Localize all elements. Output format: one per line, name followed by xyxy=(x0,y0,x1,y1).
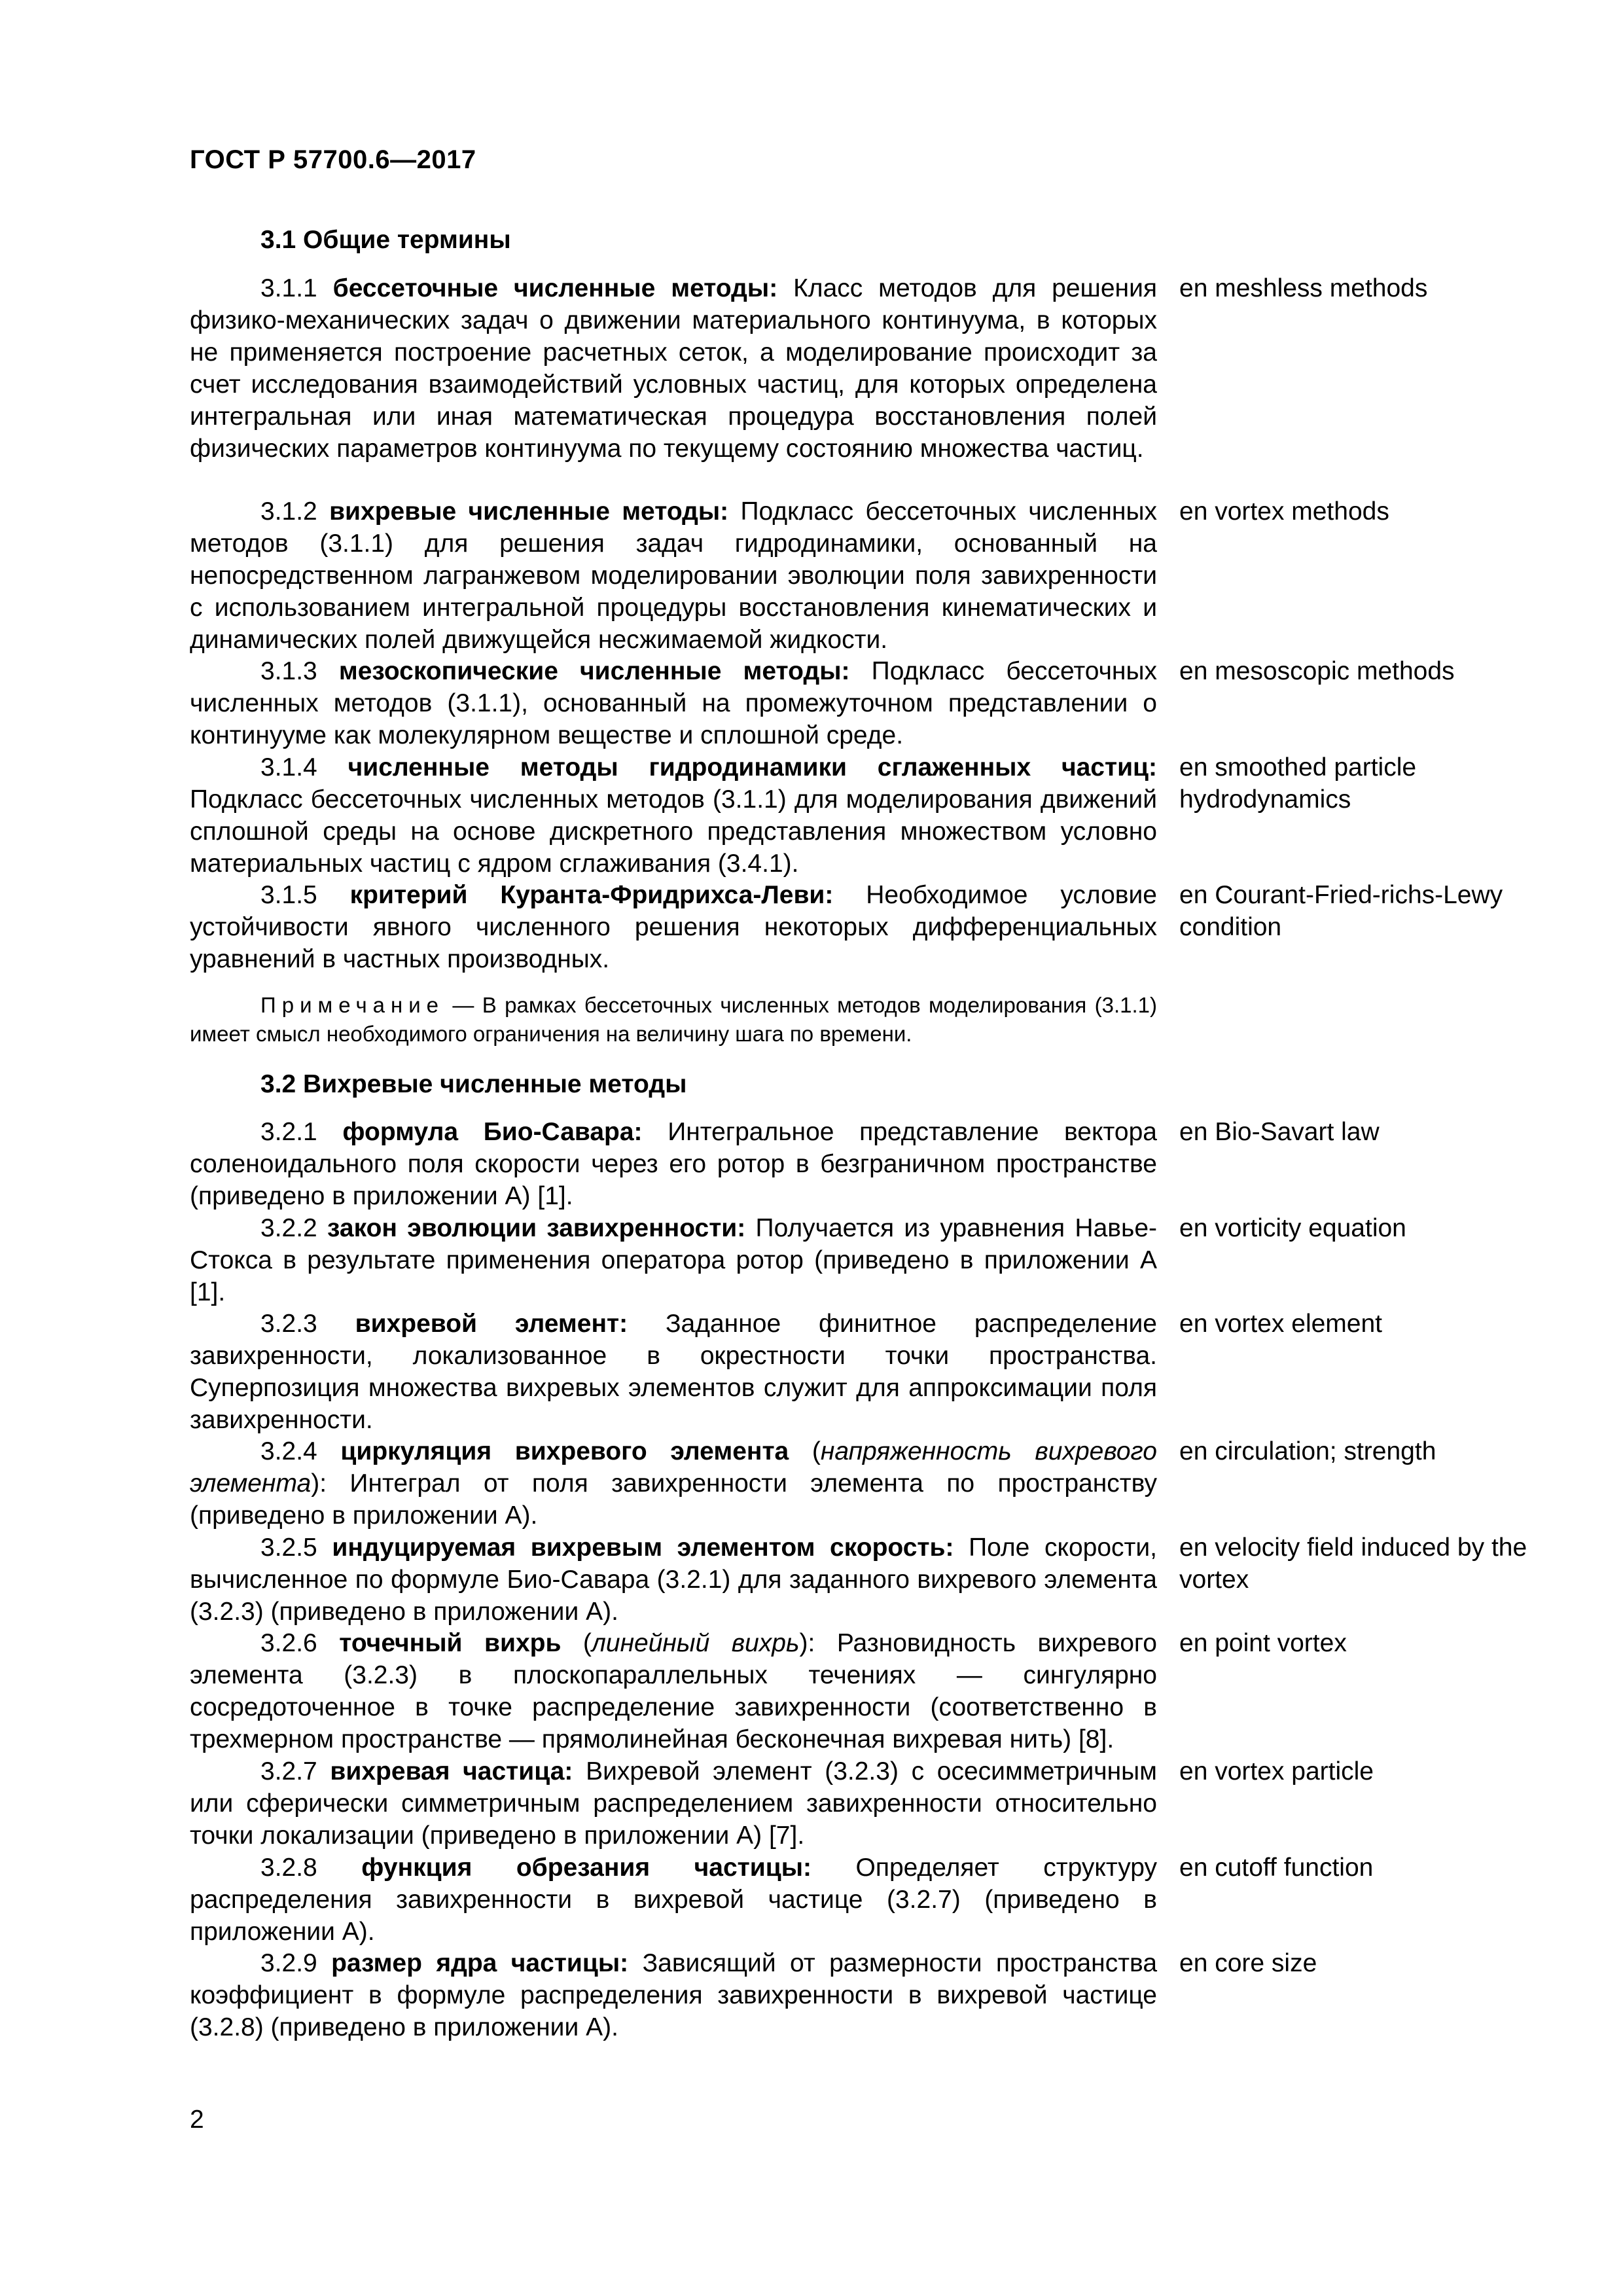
term-name: формула Био-Савара: xyxy=(342,1118,643,1146)
term-english: en vortex element xyxy=(1179,1310,1383,1338)
term-english: en point vortex xyxy=(1179,1629,1347,1657)
term-english: en mesoscopic methods xyxy=(1179,657,1455,685)
note xyxy=(190,991,1157,1049)
term-definition: 3.2.5 индуцируемая вихревым элементом скорость: Поле скорости, вычисленное по формуле Био-Савара (3.2.1) для заданного вихревого элемента (3.2.3) (приведено в приложении А). xyxy=(190,1534,1158,1626)
term-definition: 3.2.6 точечный вихрь (линейный вихрь): Разновидность вихревого элемента (3.2.3) в плоскопараллельных течениях — сингулярно сосредоточенное в точке распределение завихренности (соответственно в трехмерном пространстве — прямолинейная бесконечная вихревая нить) [8]. xyxy=(190,1629,1157,1753)
term-name: критерий Куранта-Фридрихса-Леви: xyxy=(349,881,834,909)
term-definition: 3.1.4 численные методы гидродинамики сглаженных частиц: Подкласс бессеточных численных методов (3.1.1) для моделирования движений сплошной среды на основе дискретного представления множеством условно материальных частиц с ядром сглаживания (3.4.1). xyxy=(190,753,1158,878)
term-english: en Courant-Fried-richs-Lewy condition xyxy=(1179,881,1503,941)
page-number: 2 xyxy=(190,2106,204,2134)
term-name: вихревые численные методы: xyxy=(329,497,729,526)
term-english: en circulation; strength xyxy=(1179,1437,1436,1465)
term-english: en Bio-Savart law xyxy=(1179,1118,1380,1146)
term-definition: 3.2.3 вихревой элемент: Заданное финитное распределение завихренности, локализованное в окрестности точки пространства. Суперпозиция множества вихревых элементов служит для аппроксимации поля завихренности. xyxy=(190,1310,1157,1434)
term-name: размер ядра частицы: xyxy=(331,1949,629,1977)
term-definition: 3.1.3 мезоскопические численные методы: Подкласс бессеточных численных методов (3.1.1), основанный на промежуточном представлении о континууме как молекулярном веществе и сплошной среде. xyxy=(190,657,1157,749)
note-text: — В рамках бессеточных численных методов моделирования (3.1.1) имеет смысл необходимого ограничения на величину шага по времени. xyxy=(190,993,1158,1046)
term-definition: 3.1.5 критерий Куранта-Фридрихса-Леви: Необходимое условие устойчивости явного численного решения некоторых дифференциальных уравнений в частных производных. xyxy=(190,881,1157,973)
term-name: вихревой элемент: xyxy=(355,1310,628,1338)
term-synonym: напряженность вихревого элемента xyxy=(190,1437,1157,1498)
term-english: en velocity field induced by the vortex xyxy=(1179,1534,1527,1594)
term-english: en vorticity equation xyxy=(1179,1214,1406,1242)
term-name: закон эволюции завихренности: xyxy=(327,1214,746,1242)
document-header: ГОСТ Р 57700.6—2017 xyxy=(190,145,476,174)
term-name: бессеточные численные методы: xyxy=(332,274,778,302)
term-english: en vortex particle xyxy=(1179,1757,1374,1785)
term-name: вихревая частица: xyxy=(330,1757,573,1785)
term-english: en core size xyxy=(1179,1949,1317,1977)
section-title-3-1: 3.1 Общие термины xyxy=(260,226,511,254)
term-name: циркуляция вихревого элемента xyxy=(340,1437,789,1465)
term-english: en smoothed particle hydrodynamics xyxy=(1179,753,1417,814)
section-title-3-2: 3.2 Вихревые численные методы xyxy=(260,1070,687,1098)
term-name: мезоскопические численные методы: xyxy=(338,657,850,685)
term-english: en meshless methods xyxy=(1179,274,1428,302)
term-definition: 3.1.1 бессеточные численные методы: Класс методов для решения физико-механических задач о движении материального континуума, в которых не применяется построение расчетных сеток, а моделирование происходит за счет исследования взаимодействий условных частиц, для которых определена интегральная или иная математическая процедура восстановления полей физических параметров континуума по текущему состоянию множества частиц. xyxy=(190,274,1157,463)
note-label: Примечание xyxy=(260,993,445,1017)
term-definition: 3.2.9 размер ядра частицы: Зависящий от размерности пространства коэффициент в формуле распределения завихренности в вихревой частице (3.2.8) (приведено в приложении А). xyxy=(190,1949,1158,2041)
term-definition: 3.2.4 циркуляция вихревого элемента (напряженность вихревого элемента): Интеграл от поля завихренности элемента по пространству (приведено в приложении А). xyxy=(190,1437,1157,1530)
term-definition: 3.1.2 вихревые численные методы: Подкласс бессеточных численных методов (3.1.1) для решения задач гидродинамики, основанный на непосредственном лагранжевом моделировании эволюции поля завихренности с использованием интегральной процедуры восстановления кинематических и динамических полей движущейся несжимаемой жидкости. xyxy=(190,497,1158,654)
term-definition: 3.2.1 формула Био-Савара: Интегральное представление вектора соленоидального поля скорости через его ротор в безграничном пространстве (приведено в приложении А) [1]. xyxy=(190,1118,1157,1210)
term-definition: 3.2.7 вихревая частица: Вихревой элемент (3.2.3) с осесимметричным или сферически симметричным распределением завихренности относительно точки локализации (приведено в приложении А) [7]. xyxy=(190,1757,1157,1850)
term-name: индуцируемая вихревым элементом скорость: xyxy=(332,1534,954,1562)
term-name: функция обрезания частицы: xyxy=(361,1854,812,1882)
term-english: en vortex methods xyxy=(1179,497,1389,526)
term-definition: 3.2.8 функция обрезания частицы: Определяет структуру распределения завихренности в вихревой частице (3.2.7) (приведено в приложении А). xyxy=(190,1854,1158,1946)
term-name: точечный вихрь xyxy=(339,1629,562,1657)
term-name: численные методы гидродинамики сглаженных частиц: xyxy=(348,753,1158,781)
term-synonym: линейный вихрь xyxy=(591,1629,800,1657)
term-definition: 3.2.2 закон эволюции завихренности: Получается из уравнения Навье-Стокса в результате применения оператора ротор (приведено в приложении А [1]. xyxy=(190,1214,1157,1306)
term-english: en cutoff function xyxy=(1179,1854,1374,1882)
